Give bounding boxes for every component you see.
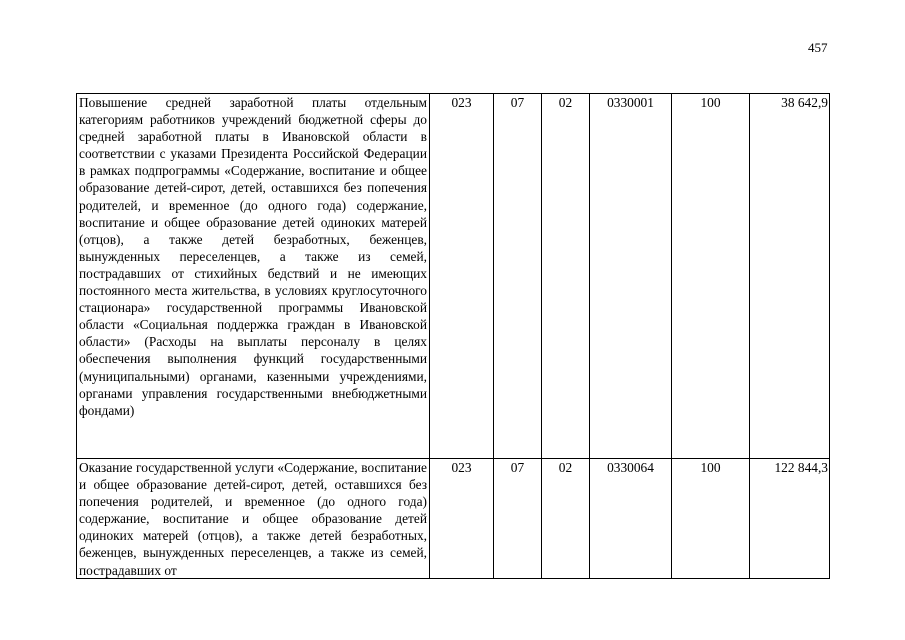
table-row [77, 459, 830, 579]
amount: 38 642,9 [750, 94, 830, 459]
target-article-code: 0330064 [590, 459, 672, 579]
ministry-code: 023 [430, 459, 494, 579]
table-row [77, 94, 830, 459]
row-description: Оказание государственной услуги «Содержание, воспитание и общее образование детей-сирот, детей, оставшихся без попечения родителей, и временное (до одного года) содержание, воспитание и общее образование детей одиноких матерей (отцов), а также детей безработных, беженцев, вынужденных переселенцев, а также из семей, пострадавших от [79, 460, 427, 578]
row-description-cell [77, 459, 430, 579]
budget-table [76, 93, 830, 579]
subsection-code: 02 [542, 94, 590, 459]
expense-type-code: 100 [672, 94, 750, 459]
subsection-code: 02 [542, 459, 590, 579]
expense-type-code: 100 [672, 459, 750, 579]
row-description: Повышение средней заработной платы отдельным категориям работников учреждений бюджетной сферы до средней заработной платы в Ивановской области в соответствии с указами Президента Российской Федерации в рамках подпрограммы «Содержание, воспитание и общее образование детей-сирот, детей, оставшихся без попечения родителей, и временное (до одного года) содержание, воспитание и общее образование детей одиноких матерей (отцов), а также детей безработных, беженцев, вынужденных переселенцев, а также из семей, пострадавших от стихийных бедствий и не имеющих постоянного места жительства, в условиях круглосуточного стационара» государственной программы Ивановской области «Социальная поддержка граждан в Ивановской области» (Расходы на выплаты персоналу в целях обеспечения выполнения функций государственными (муниципальными) органами, казенными учреждениями, органами управления государственными внебюджетными фондами) [77, 94, 430, 459]
section-code: 07 [494, 94, 542, 459]
ministry-code: 023 [430, 94, 494, 459]
page-number: 457 [808, 40, 828, 55]
amount: 122 844,3 [750, 459, 830, 579]
section-code: 07 [494, 459, 542, 579]
target-article-code: 0330001 [590, 94, 672, 459]
